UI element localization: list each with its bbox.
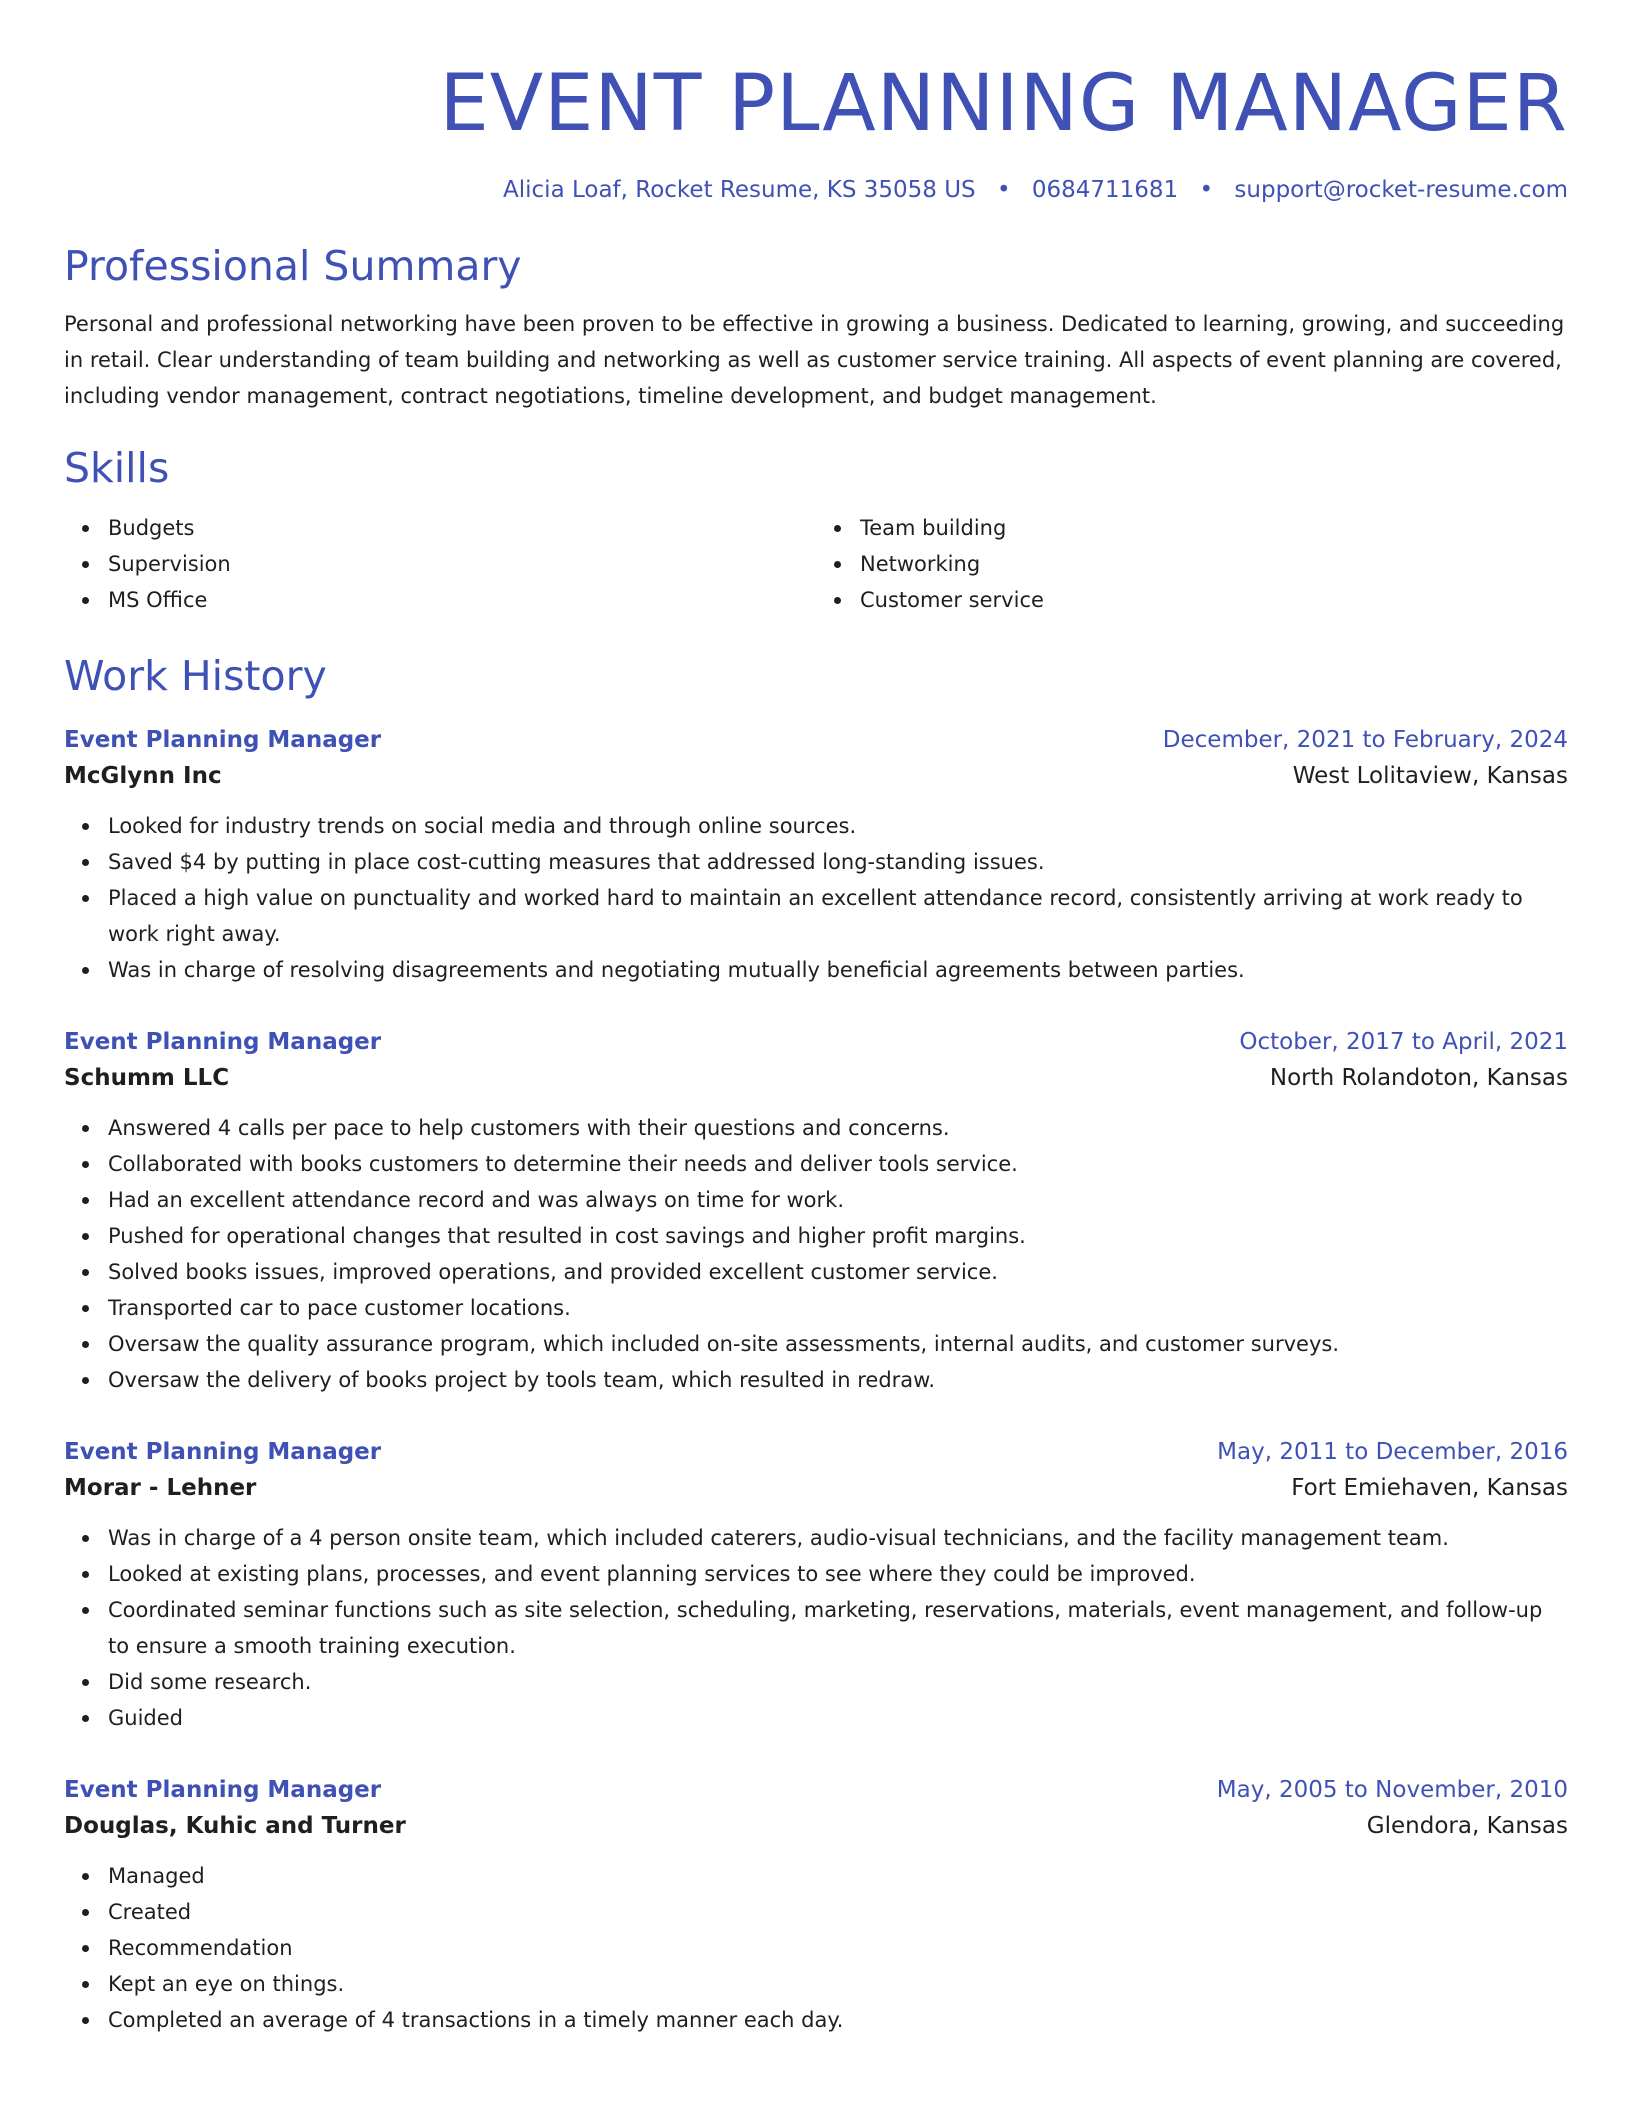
job-title-row — [64, 1772, 1568, 1808]
skill-item: Customer service — [860, 582, 1568, 618]
job-bullet: Oversaw the quality assurance program, which included on-site assessments, internal audits, and customer surveys. — [108, 1326, 1568, 1362]
job-bullet: Did some research. — [108, 1664, 1568, 1700]
contact-phone: 0684711681 — [1031, 177, 1179, 203]
job-title-row — [64, 1434, 1568, 1470]
section-heading-work: Work History — [64, 652, 327, 700]
skills-column-left — [64, 510, 816, 618]
job-title: Event Planning Manager — [64, 1029, 382, 1055]
job-bullets — [64, 808, 1568, 988]
job-title: Event Planning Manager — [64, 1777, 382, 1803]
job-bullet: Collaborated with books customers to determine their needs and deliver tools service. — [108, 1146, 1568, 1182]
job-bullet: Coordinated seminar functions such as site selection, scheduling, marketing, reservations, materials, event management, and follow-up to ensure a smooth training execution. — [108, 1592, 1568, 1664]
job-location: Fort Emiehaven, Kansas — [1291, 1475, 1568, 1501]
job-company-row — [64, 1060, 1568, 1096]
job-location: North Rolandoton, Kansas — [1269, 1065, 1568, 1091]
job-company: Schumm LLC — [64, 1065, 230, 1091]
section-heading-skills: Skills — [64, 444, 170, 492]
job-bullet: Managed — [108, 1858, 1568, 1894]
skills-grid — [64, 510, 1568, 618]
job-company: Morar - Lehner — [64, 1475, 257, 1501]
job-bullet: Kept an eye on things. — [108, 1966, 1568, 2002]
skill-item: Supervision — [108, 546, 816, 582]
job-bullet: Guided — [108, 1700, 1568, 1736]
job-dates: May, 2011 to December, 2016 — [1217, 1439, 1568, 1465]
job-bullet: Placed a high value on punctuality and worked hard to maintain an excellent attendance record, consistently arriving at work ready to work right away. — [108, 880, 1568, 952]
job-location: Glendora, Kansas — [1366, 1813, 1568, 1839]
contact-address: Alicia Loaf, Rocket Resume, KS 35058 US — [503, 177, 976, 203]
job-bullet: Was in charge of resolving disagreements and negotiating mutually beneficial agreements between parties. — [108, 952, 1568, 988]
job-title-row — [64, 1024, 1568, 1060]
job-entry — [64, 1434, 1568, 1736]
job-company: Douglas, Kuhic and Turner — [64, 1813, 406, 1839]
skill-item: Networking — [860, 546, 1568, 582]
job-bullet: Oversaw the delivery of books project by tools team, which resulted in redraw. — [108, 1362, 1568, 1398]
skills-column-right — [816, 510, 1568, 618]
skills-section — [64, 442, 1568, 618]
job-bullet: Had an excellent attendance record and was always on time for work. — [108, 1182, 1568, 1218]
skill-item: Budgets — [108, 510, 816, 546]
contact-separator: • — [996, 177, 1011, 203]
job-bullets — [64, 1520, 1568, 1736]
work-history-section — [64, 650, 1568, 2038]
job-bullet: Was in charge of a 4 person onsite team, which included caterers, audio-visual technicians, and the facility management team. — [108, 1520, 1568, 1556]
job-dates: December, 2021 to February, 2024 — [1162, 727, 1568, 753]
job-bullet: Created — [108, 1894, 1568, 1930]
job-entry — [64, 722, 1568, 988]
job-company-row — [64, 758, 1568, 794]
job-bullets — [64, 1858, 1568, 2038]
skill-item: Team building — [860, 510, 1568, 546]
job-location: West Lolitaview, Kansas — [1292, 763, 1568, 789]
job-company-row — [64, 1808, 1568, 1844]
contact-line — [64, 174, 1568, 206]
job-bullet: Recommendation — [108, 1930, 1568, 1966]
job-entry — [64, 1024, 1568, 1398]
job-bullet: Looked for industry trends on social media and through online sources. — [108, 808, 1568, 844]
professional-summary-section — [64, 240, 1568, 414]
job-bullet: Answered 4 calls per pace to help customers with their questions and concerns. — [108, 1110, 1568, 1146]
job-title-row — [64, 722, 1568, 758]
job-dates: May, 2005 to November, 2010 — [1216, 1777, 1568, 1803]
job-bullets — [64, 1110, 1568, 1398]
job-bullet: Transported car to pace customer locations. — [108, 1290, 1568, 1326]
job-dates: October, 2017 to April, 2021 — [1239, 1029, 1568, 1055]
job-title: Event Planning Manager — [64, 727, 382, 753]
job-company-row — [64, 1470, 1568, 1506]
contact-email: support@rocket-resume.com — [1234, 177, 1568, 203]
skill-item: MS Office — [108, 582, 816, 618]
resume-title: EVENT PLANNING MANAGER — [439, 59, 1568, 149]
job-bullet: Solved books issues, improved operations, and provided excellent customer service. — [108, 1254, 1568, 1290]
job-bullet: Saved $4 by putting in place cost-cutting measures that addressed long-standing issues. — [108, 844, 1568, 880]
job-bullet: Completed an average of 4 transactions in a timely manner each day. — [108, 2002, 1568, 2038]
summary-text: Personal and professional networking have been proven to be effective in growing a business. Dedicated to learning, growing, and succeeding in retail. Clear understanding of team building and networking as well as customer service training. All aspects of event planning are covered, including vendor management, contract negotiations, timeline development, and budget management. — [64, 312, 1565, 408]
job-bullet: Looked at existing plans, processes, and event planning services to see where they could be improved. — [108, 1556, 1568, 1592]
job-entry — [64, 1772, 1568, 2038]
contact-separator: • — [1199, 177, 1214, 203]
job-title: Event Planning Manager — [64, 1439, 382, 1465]
job-company: McGlynn Inc — [64, 763, 222, 789]
job-bullet: Pushed for operational changes that resulted in cost savings and higher profit margins. — [108, 1218, 1568, 1254]
section-heading-summary: Professional Summary — [64, 242, 522, 290]
resume-header — [64, 56, 1568, 206]
